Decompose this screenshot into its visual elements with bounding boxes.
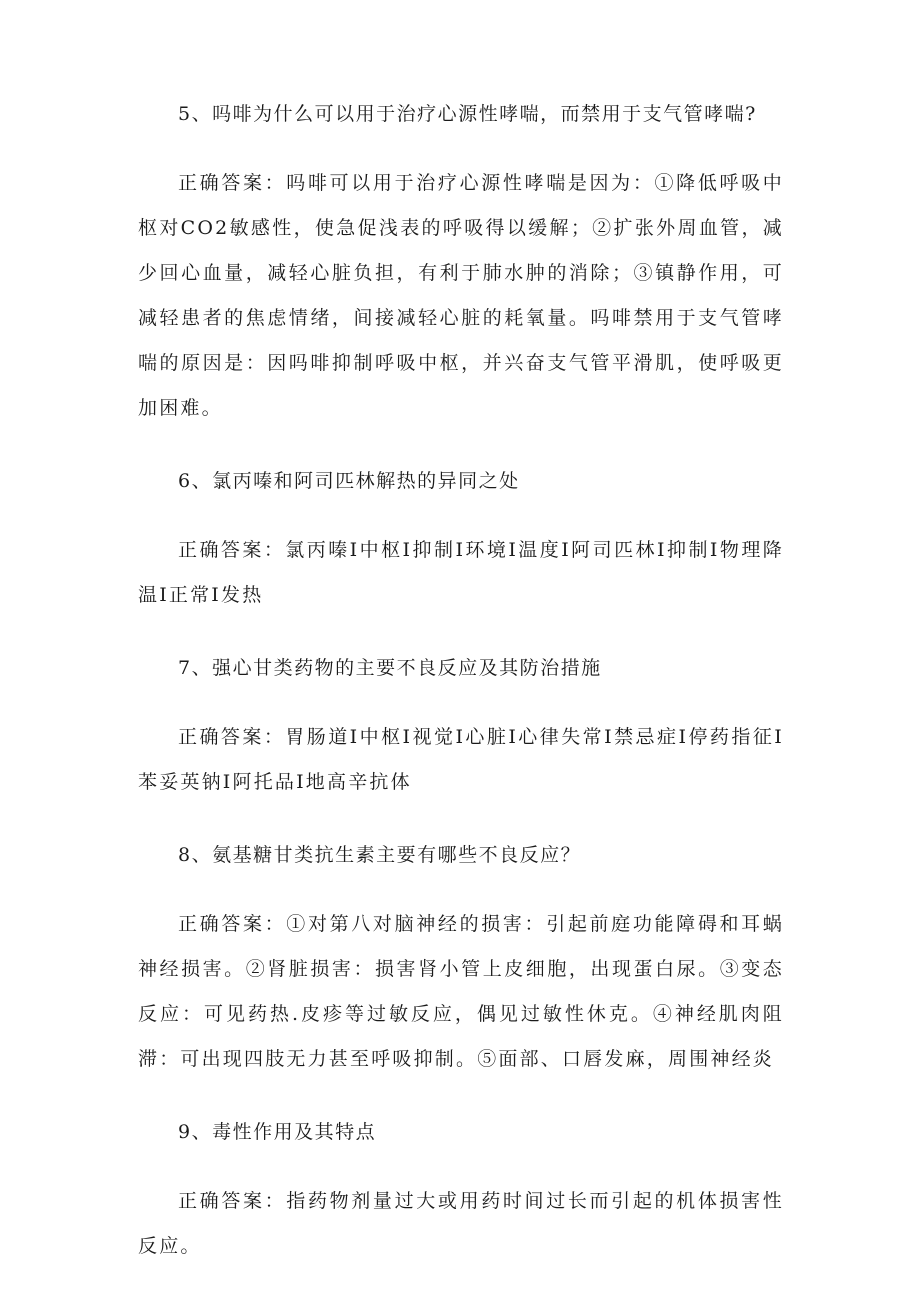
question-5: 5、吗啡为什么可以用于治疗心源性哮喘，而禁用于支气管哮喘? xyxy=(178,103,757,125)
answer-9: 正确答案：指药物剂量过大或用药时间过长而引起的机体损害性反应。 xyxy=(138,1190,784,1257)
document-page xyxy=(138,92,784,1269)
question-7: 7、强心甘类药物的主要不良反应及其防治措施 xyxy=(178,657,602,679)
answer-6: 正确答案：氯丙嗪I中枢I抑制I环境I温度I阿司匹林I抑制I物理降温I正常I发热 xyxy=(138,539,784,606)
question-6: 6、氯丙嗪和阿司匹林解热的异同之处 xyxy=(178,470,520,492)
question-9: 9、毒性作用及其特点 xyxy=(178,1121,377,1143)
question-8: 8、氨基糖甘类抗生素主要有哪些不良反应？ xyxy=(178,844,582,866)
answer-7: 正确答案：胃肠道I中枢I视觉I心脏I心律失常I禁忌症I停药指征I苯妥英钠I阿托品I地高辛抗体 xyxy=(138,726,784,793)
answer-5: 正确答案：吗啡可以用于治疗心源性哮喘是因为：①降低呼吸中枢对CO2敏感性，使急促浅表的呼吸得以缓解；②扩张外周血管，减少回心血量，减轻心脏负担，有利于肺水肿的消除；③镇静作用，可减轻患者的焦虑情绪，间接减轻心脏的耗氧量。吗啡禁用于支气管哮喘的原因是：因吗啡抑制呼吸中枢，并兴奋支气管平滑肌，使呼吸更加困难。 xyxy=(138,172,784,419)
answer-8: 正确答案：①对第八对脑神经的损害：引起前庭功能障碍和耳蜗神经损害。②肾脏损害：损害肾小管上皮细胞，出现蛋白尿。③变态反应：可见药热.皮疹等过敏反应，偶见过敏性休克。④神经肌肉阻滞：可出现四肢无力甚至呼吸抑制。⑤面部、口唇发麻，周围神经炎 xyxy=(138,913,784,1070)
